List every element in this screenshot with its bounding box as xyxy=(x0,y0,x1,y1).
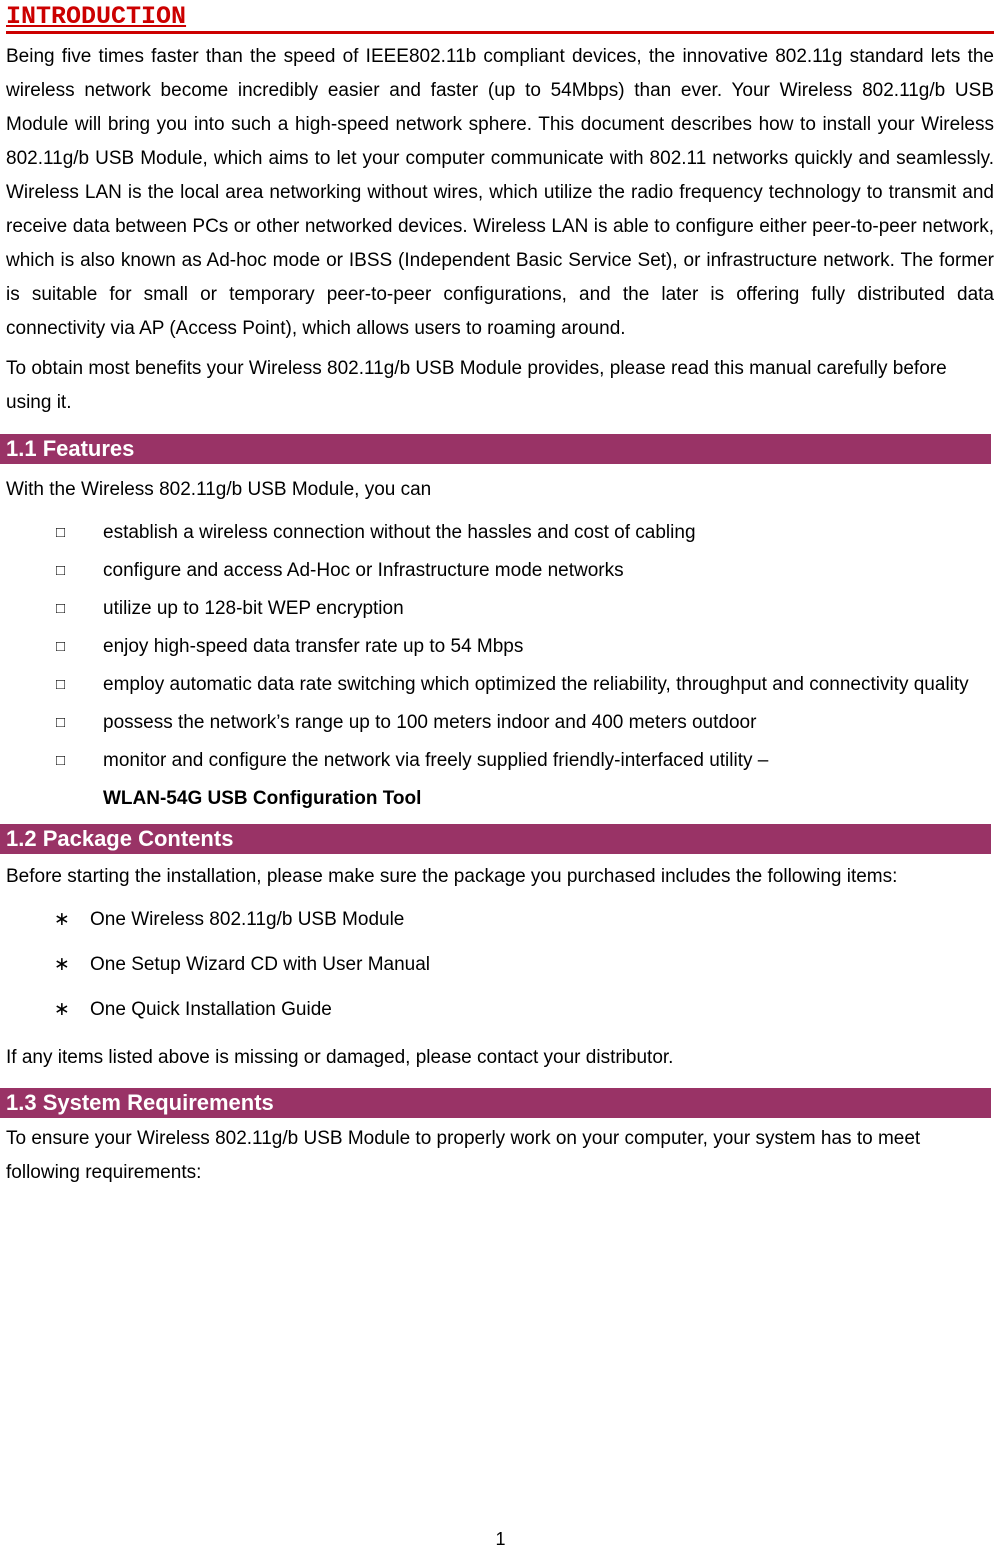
section-heading-features: 1.1 Features xyxy=(0,434,991,464)
list-item-text: employ automatic data rate switching which optimized the reliability, throughput and connectivity quality xyxy=(103,674,969,695)
document-page xyxy=(6,0,994,1190)
asterisk-bullet-icon: ∗ xyxy=(54,999,70,1020)
list-item xyxy=(6,666,994,704)
checkbox-bullet-icon: □ xyxy=(56,638,66,655)
package-list xyxy=(6,897,994,1032)
list-item-text: enjoy high-speed data transfer rate up to 54 Mbps xyxy=(103,636,524,657)
list-item xyxy=(6,552,994,590)
section-heading-system-requirements: 1.3 System Requirements xyxy=(0,1088,991,1118)
asterisk-bullet-icon: ∗ xyxy=(54,954,70,975)
list-item xyxy=(6,704,994,742)
checkbox-bullet-icon: □ xyxy=(56,714,66,731)
features-list xyxy=(6,514,994,818)
list-item xyxy=(6,987,994,1032)
list-item-text: utilize up to 128-bit WEP encryption xyxy=(103,598,404,619)
features-lead: With the Wireless 802.11g/b USB Module, you can xyxy=(6,479,432,500)
asterisk-bullet-icon: ∗ xyxy=(54,909,70,930)
list-item xyxy=(6,742,994,818)
list-item xyxy=(6,590,994,628)
intro-paragraph-1: Being five times faster than the speed of IEEE802.11b compliant devices, the innovative 802.11g standard lets the wireless network become incredibly easier and faster (up to 54Mbps) than ever. Your Wireless 802.11g/b USB Module will bring you into such a high-speed network sphere. This document describes how to install your Wireless 802.11g/b USB Module, which aims to let your computer communicate with 802.11 networks quickly and seamlessly. Wireless LAN is the local area networking without wires, which utilize the radio frequency technology to transmit and receive data between PCs or other networked devices. Wireless LAN is able to configure either peer-to-peer network, which is also known as Ad-hoc mode or IBSS (Independent Basic Service Set), or infrastructure network. The former is suitable for small or temporary peer-to-peer configurations, and the later is offering fully distributed data connectivity via AP (Access Point), which allows users to roaming around. xyxy=(6,46,994,339)
list-item xyxy=(6,942,994,987)
list-item-text: One Wireless 802.11g/b USB Module xyxy=(90,909,405,930)
list-item xyxy=(6,628,994,666)
list-item-text: establish a wireless connection without the hassles and cost of cabling xyxy=(103,522,696,543)
list-item-text: configure and access Ad-Hoc or Infrastructure mode networks xyxy=(103,560,624,581)
checkbox-bullet-icon: □ xyxy=(56,524,66,541)
checkbox-bullet-icon: □ xyxy=(56,676,66,693)
requirements-lead: To ensure your Wireless 802.11g/b USB Module to properly work on your computer, your system has to meet following requirements: xyxy=(6,1128,921,1183)
list-item-text: One Quick Installation Guide xyxy=(90,999,332,1020)
package-footer: If any items listed above is missing or damaged, please contact your distributor. xyxy=(6,1047,674,1068)
list-item-text: possess the network’s range up to 100 meters indoor and 400 meters outdoor xyxy=(103,712,757,733)
checkbox-bullet-icon: □ xyxy=(56,600,66,617)
package-lead: Before starting the installation, please make sure the package you purchased includes the following items: xyxy=(6,866,898,887)
checkbox-bullet-icon: □ xyxy=(56,752,66,769)
configuration-tool-name: WLAN-54G USB Configuration Tool xyxy=(103,788,422,809)
intro-paragraph-2: To obtain most benefits your Wireless 802.11g/b USB Module provides, please read this manual carefully before using it. xyxy=(6,358,947,413)
page-number: 1 xyxy=(495,1529,506,1549)
chapter-title-text: INTRODUCTION xyxy=(6,2,187,31)
checkbox-bullet-icon: □ xyxy=(56,562,66,579)
list-item-text: One Setup Wizard CD with User Manual xyxy=(90,954,431,975)
section-heading-package-contents: 1.2 Package Contents xyxy=(0,824,991,854)
list-item xyxy=(6,897,994,942)
chapter-title xyxy=(6,0,994,34)
list-item-text: monitor and configure the network via freely supplied friendly-interfaced utility – xyxy=(103,750,769,771)
list-item xyxy=(6,514,994,552)
